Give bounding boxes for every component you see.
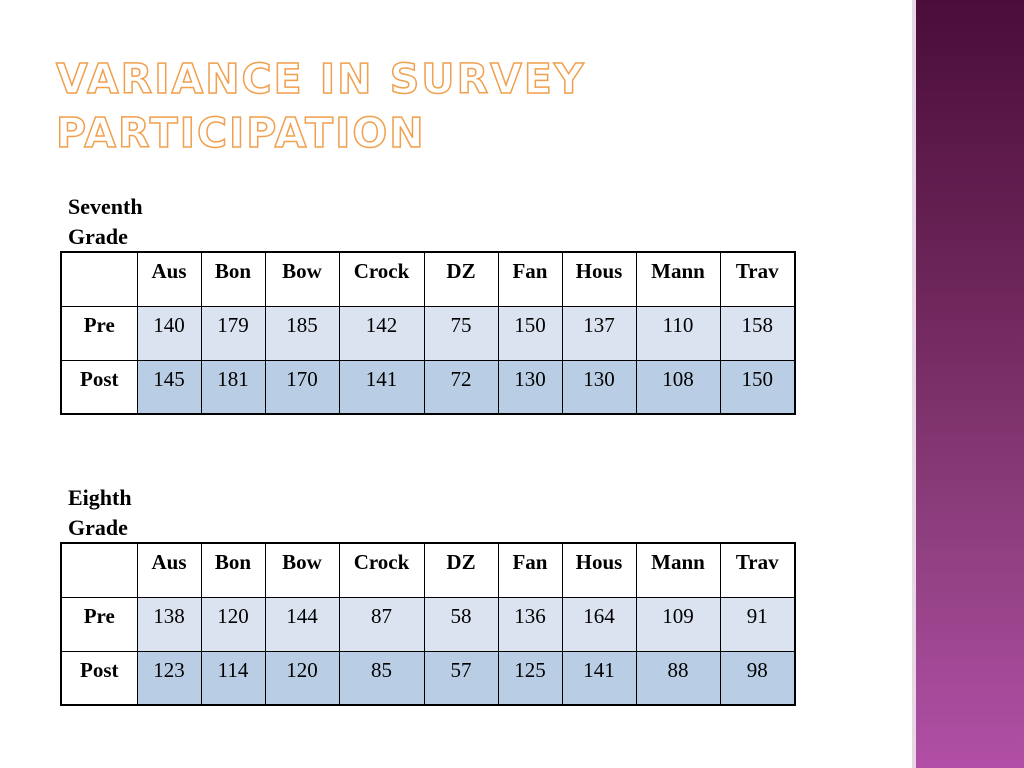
table-row bbox=[61, 651, 795, 705]
seventh-grade-label bbox=[68, 192, 188, 252]
row-label: Pre bbox=[61, 306, 137, 360]
column-header: DZ bbox=[424, 252, 498, 306]
row-label: Post bbox=[61, 360, 137, 414]
seventh-grade-label-line2: Grade bbox=[68, 224, 128, 249]
table-cell: 150 bbox=[720, 360, 795, 414]
column-header: Mann bbox=[636, 252, 720, 306]
sidebar-edge bbox=[912, 0, 916, 768]
column-header: Bon bbox=[201, 543, 265, 597]
table-header-row bbox=[61, 252, 795, 306]
eighth-grade-label-line1: Eighth bbox=[68, 485, 132, 510]
eighth-grade-label bbox=[68, 483, 188, 543]
table-cell: 141 bbox=[339, 360, 424, 414]
table-cell: 144 bbox=[265, 597, 339, 651]
table-cell: 108 bbox=[636, 360, 720, 414]
table-cell: 145 bbox=[137, 360, 201, 414]
row-label: Post bbox=[61, 651, 137, 705]
table-cell: 158 bbox=[720, 306, 795, 360]
table-cell: 85 bbox=[339, 651, 424, 705]
table-cell: 123 bbox=[137, 651, 201, 705]
table-cell: 120 bbox=[265, 651, 339, 705]
column-header: Bon bbox=[201, 252, 265, 306]
table-cell: 181 bbox=[201, 360, 265, 414]
corner-cell bbox=[61, 252, 137, 306]
table-cell: 98 bbox=[720, 651, 795, 705]
seventh-grade-label-line1: Seventh bbox=[68, 194, 143, 219]
table-cell: 185 bbox=[265, 306, 339, 360]
table-cell: 136 bbox=[498, 597, 562, 651]
table-header-row bbox=[61, 543, 795, 597]
table-cell: 114 bbox=[201, 651, 265, 705]
column-header: DZ bbox=[424, 543, 498, 597]
column-header: Crock bbox=[339, 543, 424, 597]
column-header: Hous bbox=[562, 252, 636, 306]
row-label: Pre bbox=[61, 597, 137, 651]
table-row bbox=[61, 360, 795, 414]
table-cell: 142 bbox=[339, 306, 424, 360]
table-cell: 141 bbox=[562, 651, 636, 705]
table-cell: 110 bbox=[636, 306, 720, 360]
column-header: Aus bbox=[137, 543, 201, 597]
table-cell: 130 bbox=[498, 360, 562, 414]
column-header: Hous bbox=[562, 543, 636, 597]
table-cell: 72 bbox=[424, 360, 498, 414]
table-cell: 88 bbox=[636, 651, 720, 705]
table-cell: 137 bbox=[562, 306, 636, 360]
table-cell: 140 bbox=[137, 306, 201, 360]
table-cell: 120 bbox=[201, 597, 265, 651]
decorative-sidebar bbox=[912, 0, 1024, 768]
table-cell: 150 bbox=[498, 306, 562, 360]
table-cell: 125 bbox=[498, 651, 562, 705]
table-cell: 170 bbox=[265, 360, 339, 414]
column-header: Mann bbox=[636, 543, 720, 597]
table-cell: 130 bbox=[562, 360, 636, 414]
column-header: Trav bbox=[720, 252, 795, 306]
column-header: Bow bbox=[265, 543, 339, 597]
eighth-grade-table bbox=[60, 542, 796, 706]
corner-cell bbox=[61, 543, 137, 597]
table-row bbox=[61, 597, 795, 651]
table-cell: 57 bbox=[424, 651, 498, 705]
table-row bbox=[61, 306, 795, 360]
table-cell: 164 bbox=[562, 597, 636, 651]
column-header: Trav bbox=[720, 543, 795, 597]
table-cell: 87 bbox=[339, 597, 424, 651]
table-cell: 91 bbox=[720, 597, 795, 651]
table-cell: 109 bbox=[636, 597, 720, 651]
table-cell: 75 bbox=[424, 306, 498, 360]
table-cell: 179 bbox=[201, 306, 265, 360]
column-header: Bow bbox=[265, 252, 339, 306]
column-header: Fan bbox=[498, 543, 562, 597]
slide-title: VARIANCE IN SURVEY PARTICIPATION bbox=[56, 55, 586, 157]
table-cell: 58 bbox=[424, 597, 498, 651]
table-cell: 138 bbox=[137, 597, 201, 651]
column-header: Fan bbox=[498, 252, 562, 306]
column-header: Aus bbox=[137, 252, 201, 306]
column-header: Crock bbox=[339, 252, 424, 306]
eighth-grade-label-line2: Grade bbox=[68, 515, 128, 540]
seventh-grade-table bbox=[60, 251, 796, 415]
